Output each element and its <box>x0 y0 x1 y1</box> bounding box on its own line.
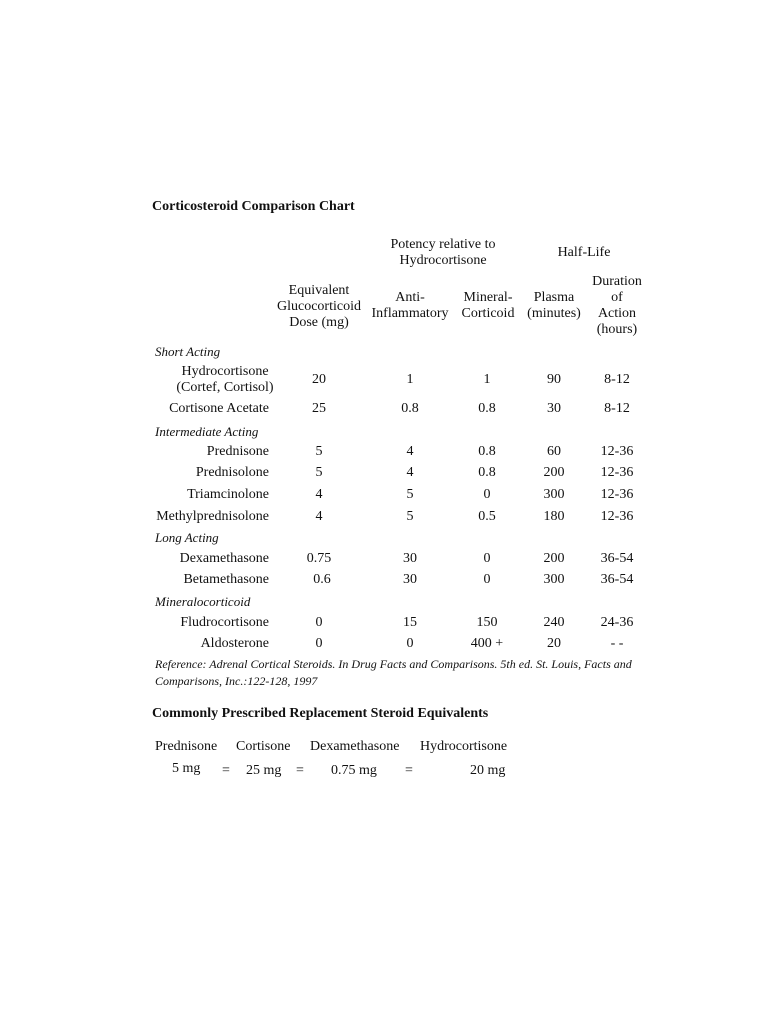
cell-anti: 4 <box>406 444 414 459</box>
equiv-value-dexamethasone: 0.75 mg <box>331 763 377 778</box>
chart-title: Corticosteroid Comparison Chart <box>152 199 355 214</box>
cell-duration: 36-54 <box>600 551 634 566</box>
equiv-name-cortisone: Cortisone <box>236 739 291 754</box>
anti-inflammatory-column-header <box>372 290 449 322</box>
plasma-column-header <box>527 290 581 322</box>
equiv-name-hydrocortisone: Hydrocortisone <box>420 739 508 754</box>
cell-plasma: 240 <box>543 615 565 630</box>
cell-mineral: 400 + <box>470 636 504 651</box>
cell-duration: 12-36 <box>600 444 634 459</box>
header-line: Duration <box>592 274 642 289</box>
header-line: Anti- <box>395 290 425 305</box>
cell-mineral: 0.8 <box>478 465 496 480</box>
equals-sign: = <box>222 763 230 778</box>
cell-duration: 36-54 <box>600 572 634 587</box>
cell-mineral: 0 <box>483 572 491 587</box>
drug-name-cortisone-acetate: Cortisone Acetate <box>169 401 269 416</box>
cell-duration: 8-12 <box>604 401 630 416</box>
dose-column-header <box>277 283 361 331</box>
header-line: Potency relative to <box>390 237 496 252</box>
cell-duration: 12-36 <box>600 509 634 524</box>
cell-plasma: 90 <box>547 372 561 387</box>
cell-duration: 12-36 <box>600 465 634 480</box>
cell-plasma: 30 <box>547 401 561 416</box>
cell-plasma: 300 <box>543 572 565 587</box>
cell-anti: 5 <box>406 509 414 524</box>
cell-duration: 12-36 <box>600 487 634 502</box>
cell-anti: 15 <box>403 615 417 630</box>
reference-note: Reference: Adrenal Cortical Steroids. In Drug Facts and Comparisons. 5th ed. St. Louis, Facts and Comparisons, Inc.:122-128, 1997 <box>155 657 632 688</box>
cell-dose: 5 <box>315 444 323 459</box>
cell-anti: 1 <box>406 372 414 387</box>
drug-name-fludrocortisone: Fludrocortisone <box>180 615 269 630</box>
equals-sign: = <box>296 763 304 778</box>
cell-dose: 0.6 <box>313 572 331 587</box>
drug-name-line: Hydrocortisone <box>181 364 269 379</box>
cell-mineral: 0.5 <box>478 509 496 524</box>
header-line: Glucocorticoid <box>277 299 361 314</box>
equiv-name-dexamethasone: Dexamethasone <box>310 739 400 754</box>
cell-plasma: 20 <box>547 636 561 651</box>
header-line: Action <box>597 306 637 321</box>
equals-sign: = <box>405 763 413 778</box>
header-line: Inflammatory <box>371 306 449 321</box>
header-line: (minutes) <box>527 306 581 321</box>
cell-anti: 30 <box>403 551 417 566</box>
cell-duration: 24-36 <box>600 615 634 630</box>
drug-name-dexamethasone: Dexamethasone <box>179 551 269 566</box>
drug-name-prednisone: Prednisone <box>206 444 269 459</box>
duration-column-header <box>592 274 642 338</box>
cell-dose: 4 <box>315 509 323 524</box>
header-line: Corticoid <box>461 306 515 321</box>
equiv-name-prednisone: Prednisone <box>155 739 218 754</box>
equivalents-title: Commonly Prescribed Replacement Steroid Equivalents <box>152 706 489 721</box>
mineralocorticoid-column-header <box>462 290 515 322</box>
cell-mineral: 0 <box>483 487 491 502</box>
cell-anti: 5 <box>406 487 414 502</box>
cell-dose: 0 <box>315 636 323 651</box>
equiv-value-cortisone: 25 mg <box>246 763 282 778</box>
halflife-group-header: Half-Life <box>557 245 611 260</box>
section-label-intermediate-acting: Intermediate Acting <box>155 424 259 439</box>
header-line: Mineral- <box>463 290 513 305</box>
cell-anti: 30 <box>403 572 417 587</box>
header-line: Equivalent <box>288 283 350 298</box>
drug-name-triamcinolone: Triamcinolone <box>187 487 269 502</box>
cell-mineral: 1 <box>483 372 491 387</box>
drug-name-betamethasone: Betamethasone <box>183 572 269 587</box>
cell-dose: 20 <box>312 372 326 387</box>
cell-dose: 25 <box>312 401 326 416</box>
header-line: Plasma <box>533 290 575 305</box>
cell-dose: 4 <box>315 487 323 502</box>
equiv-value-prednisone: 5 mg <box>172 761 201 776</box>
header-line: (hours) <box>596 322 638 337</box>
cell-mineral: 0.8 <box>478 401 496 416</box>
cell-duration: - - <box>610 636 624 651</box>
cell-plasma: 300 <box>543 487 565 502</box>
cell-mineral: 150 <box>476 615 498 630</box>
cell-duration: 8-12 <box>604 372 630 387</box>
drug-name-methylprednisolone: Methylprednisolone <box>156 509 269 524</box>
drug-name-aldosterone: Aldosterone <box>200 636 269 651</box>
cell-plasma: 200 <box>543 465 565 480</box>
drug-name-line: (Cortef, Cortisol) <box>176 380 274 395</box>
potency-group-header <box>391 237 496 269</box>
cell-dose: 5 <box>315 465 323 480</box>
section-label-long-acting: Long Acting <box>155 530 219 545</box>
drug-name-hydrocortisone <box>176 364 273 396</box>
cell-plasma: 60 <box>547 444 561 459</box>
header-line: of <box>611 290 623 305</box>
cell-mineral: 0.8 <box>478 444 496 459</box>
drug-name-prednisolone: Prednisolone <box>195 465 269 480</box>
section-label-short-acting: Short Acting <box>155 344 221 359</box>
cell-dose: 0.75 <box>306 551 332 566</box>
cell-anti: 0 <box>406 636 414 651</box>
cell-anti: 4 <box>406 465 414 480</box>
cell-mineral: 0 <box>483 551 491 566</box>
section-label-mineralocorticoid: Mineralocorticoid <box>155 594 251 609</box>
cell-dose: 0 <box>315 615 323 630</box>
header-line: Dose (mg) <box>289 315 349 330</box>
cell-plasma: 200 <box>543 551 565 566</box>
cell-anti: 0.8 <box>401 401 419 416</box>
header-line: Hydrocortisone <box>399 253 487 268</box>
equiv-value-hydrocortisone: 20 mg <box>470 763 506 778</box>
cell-plasma: 180 <box>543 509 565 524</box>
